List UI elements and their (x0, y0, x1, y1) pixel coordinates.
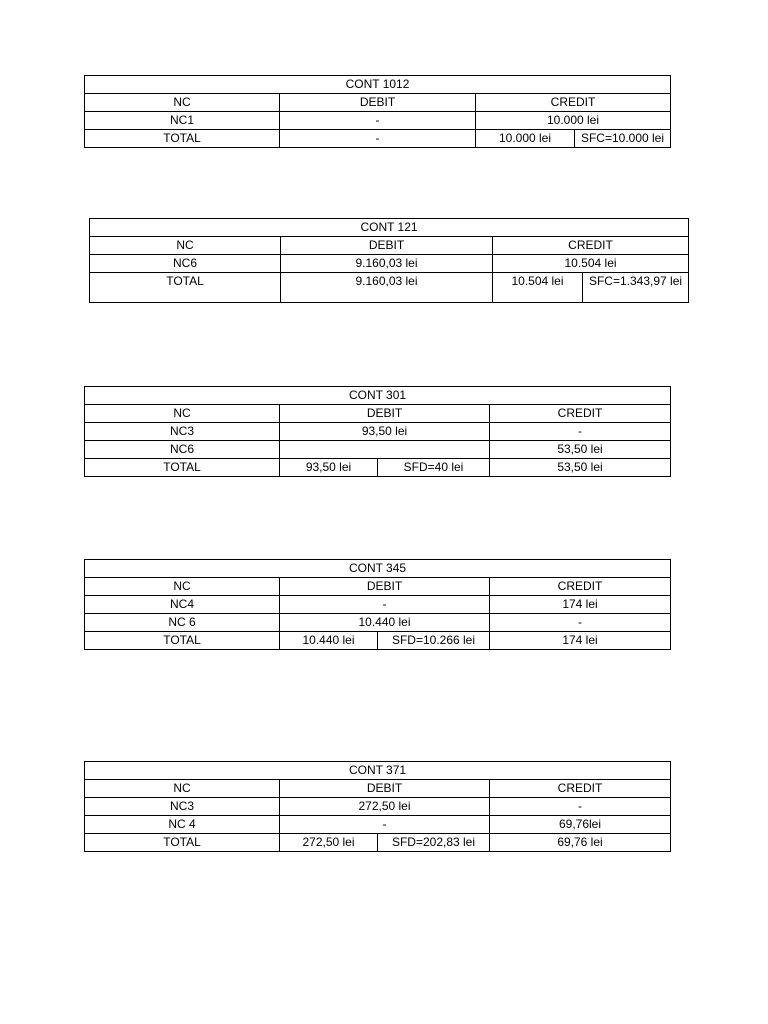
table-row (85, 423, 671, 441)
row-debit: 10.440 lei (280, 614, 490, 632)
total-balance: SFC=10.000 lei (575, 130, 671, 148)
account-title: CONT 371 (85, 762, 671, 780)
row-debit (280, 441, 490, 459)
header-credit: CREDIT (476, 94, 671, 112)
header-credit: CREDIT (490, 405, 671, 423)
header-debit: DEBIT (280, 405, 490, 423)
row-nc: NC6 (85, 441, 280, 459)
account-table-345 (84, 559, 671, 650)
table-header-row (85, 780, 671, 798)
header-credit: CREDIT (490, 780, 671, 798)
row-nc: NC 6 (85, 614, 280, 632)
total-balance: SFD=10.266 lei (378, 632, 490, 650)
table-row (85, 816, 671, 834)
row-debit: - (280, 596, 490, 614)
row-credit: 53,50 lei (490, 441, 671, 459)
table-title-row (85, 76, 671, 94)
total-label: TOTAL (85, 130, 280, 148)
row-debit: 93,50 lei (280, 423, 490, 441)
table-row (85, 112, 671, 130)
total-row (85, 459, 671, 477)
total-credit: 10.504 lei (493, 273, 583, 303)
row-nc: NC4 (85, 596, 280, 614)
total-label: TOTAL (85, 459, 280, 477)
table-row (85, 441, 671, 459)
header-debit: DEBIT (280, 780, 490, 798)
row-debit: - (280, 112, 476, 130)
total-balance: SFC=1.343,97 lei (583, 273, 689, 303)
row-debit: 9.160,03 lei (281, 255, 493, 273)
row-credit: - (490, 614, 671, 632)
table-header-row (85, 405, 671, 423)
row-credit: 10.000 lei (476, 112, 671, 130)
header-debit: DEBIT (280, 94, 476, 112)
total-label: TOTAL (85, 834, 280, 852)
table-header-row (85, 94, 671, 112)
total-row (85, 834, 671, 852)
header-nc: NC (85, 780, 280, 798)
row-nc: NC3 (85, 798, 280, 816)
header-credit: CREDIT (490, 578, 671, 596)
total-label: TOTAL (90, 273, 281, 303)
total-credit: 10.000 lei (476, 130, 575, 148)
total-credit: 174 lei (490, 632, 671, 650)
header-nc: NC (85, 405, 280, 423)
header-nc: NC (85, 94, 280, 112)
row-credit: - (490, 423, 671, 441)
total-debit: 10.440 lei (280, 632, 378, 650)
total-row (85, 130, 671, 148)
row-credit: 10.504 lei (493, 255, 689, 273)
row-credit: 174 lei (490, 596, 671, 614)
account-title: CONT 301 (85, 387, 671, 405)
account-title: CONT 345 (85, 560, 671, 578)
row-nc: NC3 (85, 423, 280, 441)
header-nc: NC (85, 578, 280, 596)
row-debit: 272,50 lei (280, 798, 490, 816)
account-title: CONT 121 (90, 219, 689, 237)
account-table-1012 (84, 75, 671, 148)
total-debit: - (280, 130, 476, 148)
table-title-row (85, 762, 671, 780)
table-row (90, 255, 689, 273)
total-credit: 69,76 lei (490, 834, 671, 852)
account-table-121 (89, 218, 689, 303)
header-debit: DEBIT (281, 237, 493, 255)
row-nc: NC6 (90, 255, 281, 273)
account-table-371 (84, 761, 671, 852)
table-header-row (90, 237, 689, 255)
total-debit: 9.160,03 lei (281, 273, 493, 303)
total-credit: 53,50 lei (490, 459, 671, 477)
header-credit: CREDIT (493, 237, 689, 255)
row-credit: - (490, 798, 671, 816)
table-row (85, 798, 671, 816)
table-title-row (90, 219, 689, 237)
total-debit: 272,50 lei (280, 834, 378, 852)
row-nc: NC 4 (85, 816, 280, 834)
account-title: CONT 1012 (85, 76, 671, 94)
total-label: TOTAL (85, 632, 280, 650)
total-balance: SFD=202,83 lei (378, 834, 490, 852)
total-debit: 93,50 lei (280, 459, 378, 477)
row-credit: 69,76lei (490, 816, 671, 834)
table-row (85, 596, 671, 614)
total-balance: SFD=40 lei (378, 459, 490, 477)
row-debit: - (280, 816, 490, 834)
total-row (85, 632, 671, 650)
table-row (85, 614, 671, 632)
header-debit: DEBIT (280, 578, 490, 596)
total-row (90, 273, 689, 303)
table-title-row (85, 560, 671, 578)
row-nc: NC1 (85, 112, 280, 130)
account-table-301 (84, 386, 671, 477)
table-header-row (85, 578, 671, 596)
table-title-row (85, 387, 671, 405)
header-nc: NC (90, 237, 281, 255)
